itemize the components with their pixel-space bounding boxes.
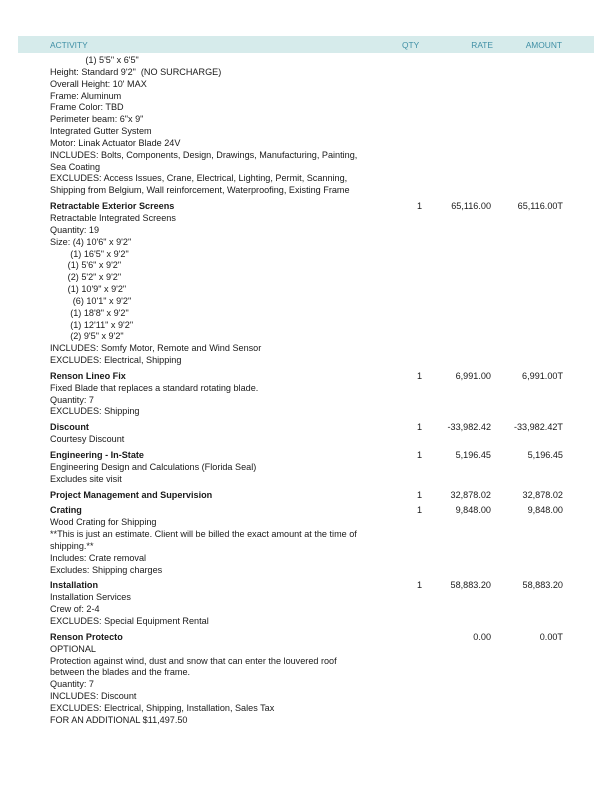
item-detail-text: (1) 12'11" x 9'2": [50, 319, 134, 330]
item-detail-line: [50, 91, 595, 103]
item-detail-text: EXCLUDES: Electrical, Shipping, Installation, Sales Tax: [50, 702, 275, 713]
item-qty: 1: [417, 370, 423, 381]
item-detail-text: Wood Crating for Shipping: [50, 517, 157, 528]
item-detail-line: [50, 102, 595, 114]
item-name: Crating: [50, 505, 82, 516]
item-detail-line: [50, 383, 595, 395]
item-detail-text: Perimeter beam: 6"x 9": [50, 114, 144, 125]
item-title-row: [50, 505, 595, 517]
item-detail-line: [50, 604, 595, 616]
item-detail-text: Frame: Aluminum: [50, 90, 122, 101]
item-detail-line: [50, 67, 595, 79]
item-detail-text: Retractable Integrated Screens: [50, 212, 176, 223]
item-detail-text: Includes: Crate removal: [50, 552, 147, 563]
item-amount: 9,848.00: [527, 505, 563, 516]
item-title-row: [50, 450, 595, 462]
item-rate: 5,196.45: [455, 450, 491, 460]
item-title-row: [50, 201, 595, 213]
item-detail-line: [50, 616, 595, 628]
item-detail-text: Quantity: 7: [50, 394, 94, 405]
item-qty: 1: [417, 201, 423, 212]
table-header: [18, 36, 594, 53]
item-detail-text: **This is just an estimate. Client will be billed the exact amount at the time of: [50, 529, 357, 540]
item-amount: 58,883.20: [522, 580, 563, 591]
item-detail-text: Frame Color: TBD: [50, 102, 124, 113]
item-detail-line: [50, 592, 595, 604]
item-title-row: [50, 422, 595, 434]
item-detail-text: EXCLUDES: Access Issues, Crane, Electrical, Lighting, Permit, Scanning,: [50, 173, 348, 184]
item-detail-line: [50, 272, 595, 284]
item-detail-text: Excludes: Shipping charges: [50, 564, 163, 575]
item-title-row: [50, 580, 595, 592]
item-rate: 65,116.00: [451, 201, 491, 212]
item-name: Installation: [50, 580, 98, 591]
item-detail-text: Shipping from Belgium, Wall reinforcement, Waterproofing, Existing Frame: [50, 185, 350, 196]
item-detail-line: [50, 434, 595, 446]
item-detail-text: Installation Services: [50, 592, 131, 603]
item-detail-line: [50, 715, 595, 727]
item-detail-text: Protection against wind, dust and snow that can enter the louvered roof: [50, 655, 337, 666]
item-detail-text: Integrated Gutter System: [50, 126, 152, 137]
item-detail-line: [50, 679, 595, 691]
item-detail-text: Excludes site visit: [50, 473, 122, 484]
item-detail-line: [50, 79, 595, 91]
item-amount: 32,878.02: [522, 489, 563, 500]
item-qty: 1: [417, 450, 423, 460]
item-detail-line: [50, 703, 595, 715]
item-detail-line: [50, 691, 595, 703]
item-detail-line: [50, 565, 595, 577]
item-rate: 6,991.00: [455, 370, 491, 381]
item-amount: 65,116.00T: [517, 201, 563, 212]
item-detail-line: [50, 395, 595, 407]
item-detail-line: [50, 355, 595, 367]
item-detail-line: [50, 553, 595, 565]
item-detail-text: Overall Height: 10' MAX: [50, 78, 147, 89]
item-amount: -33,982.42T: [513, 422, 563, 433]
item-detail-text: Quantity: 7: [50, 679, 94, 690]
item-rate: 32,878.02: [450, 489, 491, 500]
item-detail-text: (6) 10'1" x 9'2": [50, 295, 132, 306]
header-rate: RATE: [471, 40, 493, 50]
item-detail-line: [50, 173, 595, 185]
item-qty: 1: [417, 489, 423, 500]
item-detail-text: between the blades and the frame.: [50, 667, 191, 678]
item-detail-text: INCLUDES: Somfy Motor, Remote and Wind Sensor: [50, 343, 262, 354]
item-rate: 58,883.20: [450, 580, 491, 591]
item-detail-line: [50, 656, 595, 668]
item-detail-text: EXCLUDES: Special Equipment Rental: [50, 615, 209, 626]
item-detail-line: [50, 150, 595, 162]
item-detail-text: Quantity: 19: [50, 224, 100, 235]
item-detail-text: Crew of: 2-4: [50, 604, 100, 615]
item-detail-text: Fixed Blade that replaces a standard rotating blade.: [50, 382, 259, 393]
item-detail-text: INCLUDES: Bolts, Components, Design, Drawings, Manufacturing, Painting,: [50, 149, 358, 160]
item-detail-line: [50, 343, 595, 355]
item-detail-text: FOR AN ADDITIONAL $11,497.50: [50, 714, 188, 725]
item-detail-text: Courtesy Discount: [50, 434, 125, 445]
item-detail-line: [50, 308, 595, 320]
item-detail-line: [50, 114, 595, 126]
item-detail-line: [50, 462, 595, 474]
item-detail-text: shipping.**: [50, 540, 94, 551]
item-detail-line: [50, 213, 595, 225]
item-amount: 6,991.00T: [522, 370, 563, 381]
item-name: Discount: [50, 422, 89, 433]
item-detail-line: [50, 474, 595, 486]
item-detail-line: [50, 517, 595, 529]
item-detail-text: (1) 10'9" x 9'2": [50, 284, 127, 295]
item-detail-line: [50, 406, 595, 418]
item-name: Renson Protecto: [50, 631, 123, 642]
item-detail-text: (1) 5'5" x 6'5": [50, 55, 139, 65]
item-detail-line: [50, 237, 595, 249]
item-rate: 9,848.00: [455, 505, 491, 516]
item-detail-text: Sea Coating: [50, 161, 101, 172]
item-detail-line: [50, 55, 595, 67]
item-detail-text: Size: (4) 10'6" x 9'2": [50, 236, 132, 247]
item-detail-line: [50, 320, 595, 332]
header-amount: AMOUNT: [525, 40, 562, 50]
item-detail-text: EXCLUDES: Shipping: [50, 406, 140, 417]
header-activity: ACTIVITY: [50, 40, 88, 50]
item-rate: -33,982.42: [447, 422, 491, 433]
item-detail-line: [50, 260, 595, 272]
item-detail-text: EXCLUDES: Electrical, Shipping: [50, 355, 182, 366]
item-qty: 1: [417, 580, 423, 591]
item-detail-line: [50, 667, 595, 679]
item-detail-line: [50, 126, 595, 138]
item-detail-text: (1) 18'8" x 9'2": [50, 307, 129, 318]
item-detail-text: OPTIONAL: [50, 643, 96, 654]
item-detail-text: INCLUDES: Discount: [50, 691, 137, 702]
item-name: Retractable Exterior Screens: [50, 201, 175, 212]
item-title-row: [50, 490, 595, 502]
item-detail-line: [50, 162, 595, 174]
item-title-row: [50, 371, 595, 383]
item-amount: 5,196.45: [527, 450, 563, 460]
item-detail-line: [50, 331, 595, 343]
item-rate: 0.00: [473, 631, 491, 642]
item-detail-text: (2) 9'5" x 9'2": [50, 331, 124, 342]
item-amount: 0.00T: [539, 631, 563, 642]
item-detail-line: [50, 225, 595, 237]
item-detail-text: (1) 16'5" x 9'2": [50, 248, 129, 259]
item-detail-line: [50, 541, 595, 553]
item-detail-text: (2) 5'2" x 9'2": [50, 272, 122, 283]
item-name: Engineering - In-State: [50, 450, 144, 460]
header-qty: QTY: [402, 40, 420, 50]
item-title-row: [50, 632, 595, 644]
item-detail-line: [50, 138, 595, 150]
item-detail-line: [50, 284, 595, 296]
item-name: Renson Lineo Fix: [50, 370, 126, 381]
item-detail-text: Motor: Linak Actuator Blade 24V: [50, 137, 181, 148]
item-name: Project Management and Supervision: [50, 489, 213, 500]
item-detail-text: Engineering Design and Calculations (Florida Seal): [50, 461, 257, 472]
item-detail-line: [50, 644, 595, 656]
item-qty: 1: [417, 422, 423, 433]
line-items: [50, 55, 595, 727]
item-detail-line: [50, 296, 595, 308]
item-qty: 1: [417, 505, 423, 516]
item-detail-line: [50, 185, 595, 197]
item-detail-line: [50, 529, 595, 541]
item-detail-text: (1) 5'6" x 9'2": [50, 260, 122, 271]
item-detail-line: [50, 249, 595, 261]
item-detail-text: Height: Standard 9'2" (NO SURCHARGE): [50, 66, 222, 77]
